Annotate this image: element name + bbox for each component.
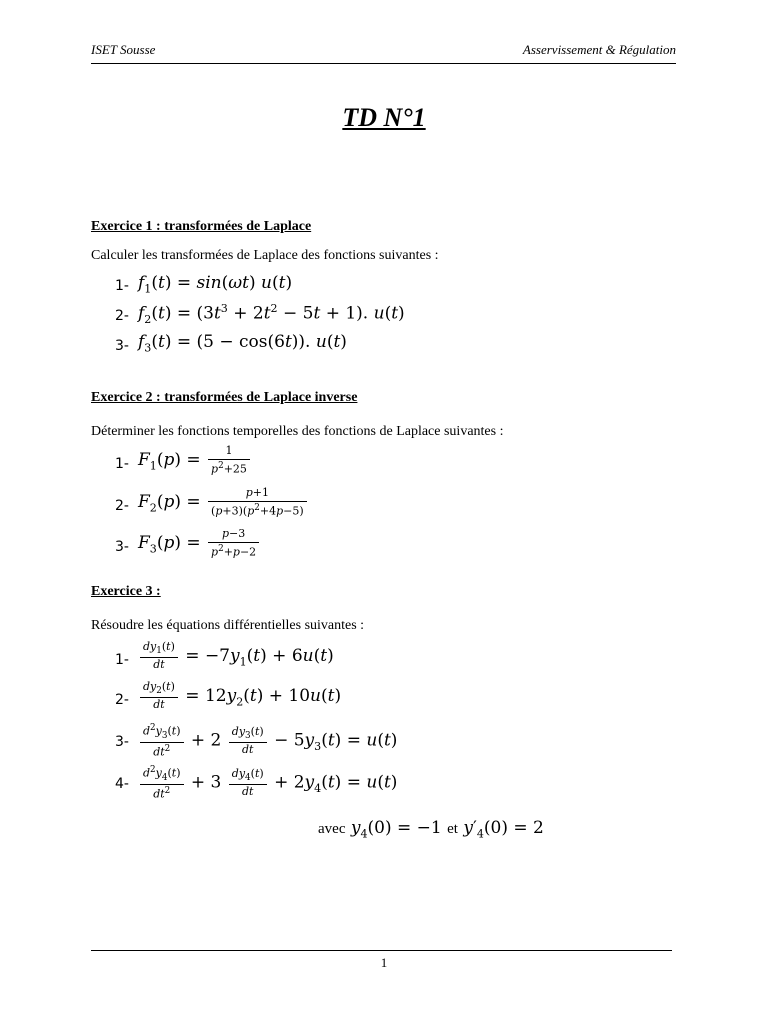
exercise-2-title: Exercice 2 : transformées de Laplace inverse (91, 390, 358, 405)
ex2-item-number: 2- (115, 498, 129, 514)
fraction: $\frac{p-3}{p^2+p-2}$ (208, 528, 259, 559)
fraction: $\frac{p+1}{(p+3)(p^2+4p-5)}$ (208, 487, 307, 518)
exercise-3-instruction: Résoudre les équations différentielles suivantes : (91, 618, 365, 633)
ex1-equation-3: $f_3(t) = (5 - \cos(6t))$. u(t) (138, 332, 347, 355)
ex1-equation-1: $f_1(t) = \sin(\omega t)$ u(t) (138, 273, 293, 296)
ex3-item-number: 2- (115, 692, 129, 708)
ex2-equation-2: $F_2(p)$ = $\frac{p+1}{(p+3)(p^2+4p-5)}$ (138, 487, 309, 518)
derivative-fraction: $\frac{dy_4(t)}{dt}$ (229, 768, 267, 799)
page-number: 1 (380, 955, 388, 970)
initial-conditions: avec $y_4(0) = -1$ et $y'_4(0) = 2$ (318, 818, 544, 841)
header-rule (91, 63, 676, 64)
exercise-2-instruction: Déterminer les fonctions temporelles des fonctions de Laplace suivantes : (91, 424, 504, 439)
ex1-item-number: 2- (115, 308, 129, 324)
fraction: $\frac{1}{p^2+25}$ (208, 445, 250, 476)
ex3-equation-2: $\frac{dy_2(t)}{dt}$ = $12y_2(t) + 10u(t)$ (138, 681, 341, 712)
exercise-1-instruction: Calculer les transformées de Laplace des fonctions suivantes : (91, 248, 439, 263)
ex1-equation-2: $f_2(t) = (3t^3 + 2t^2 - 5t + 1)$. u(t) (138, 302, 405, 327)
header-right: Asservissement & Régulation (522, 42, 676, 57)
ex2-item-number: 3- (115, 539, 129, 555)
ex3-equation-1: $\frac{dy_1(t)}{dt}$ = $-7y_1(t) + 6u(t)$ (138, 641, 334, 672)
derivative-fraction: $\frac{dy_1(t)}{dt}$ (140, 641, 178, 672)
derivative-fraction: $\frac{dy_3(t)}{dt}$ (229, 726, 267, 757)
ex2-equation-1: $F_1(p)$ = $\frac{1}{p^2+25}$ (138, 445, 252, 476)
ex1-item-number: 3- (115, 338, 129, 354)
footer-rule (91, 950, 672, 951)
ex3-item-number: 1- (115, 652, 129, 668)
derivative-fraction: $\frac{d^2y_3(t)}{dt^2}$ (140, 723, 184, 759)
derivative-fraction: $\frac{d^2y_4(t)}{dt^2}$ (140, 765, 184, 801)
exercise-1-title: Exercice 1 : transformées de Laplace (91, 219, 312, 234)
header-left: ISET Sousse (91, 42, 156, 57)
ex3-item-number: 4- (115, 776, 129, 792)
page-title: TD N°1 (342, 103, 426, 132)
exercise-3-title: Exercice 3 : (91, 584, 161, 599)
ex2-equation-3: $F_3(p)$ = $\frac{p-3}{p^2+p-2}$ (138, 528, 261, 559)
ex3-item-number: 3- (115, 734, 129, 750)
ex2-item-number: 1- (115, 456, 129, 472)
ex1-item-number: 1- (115, 278, 129, 294)
ex3-equation-3: $\frac{d^2y_3(t)}{dt^2}$ + 2 $\frac{dy_3(t)}{dt}$ − $5y_3(t) = u(t)$ (138, 723, 397, 759)
ex3-equation-4: $\frac{d^2y_4(t)}{dt^2}$ + 3 $\frac{dy_4(t)}{dt}$ + $2y_4(t) = u(t)$ (138, 765, 397, 801)
derivative-fraction: $\frac{dy_2(t)}{dt}$ (140, 681, 178, 712)
